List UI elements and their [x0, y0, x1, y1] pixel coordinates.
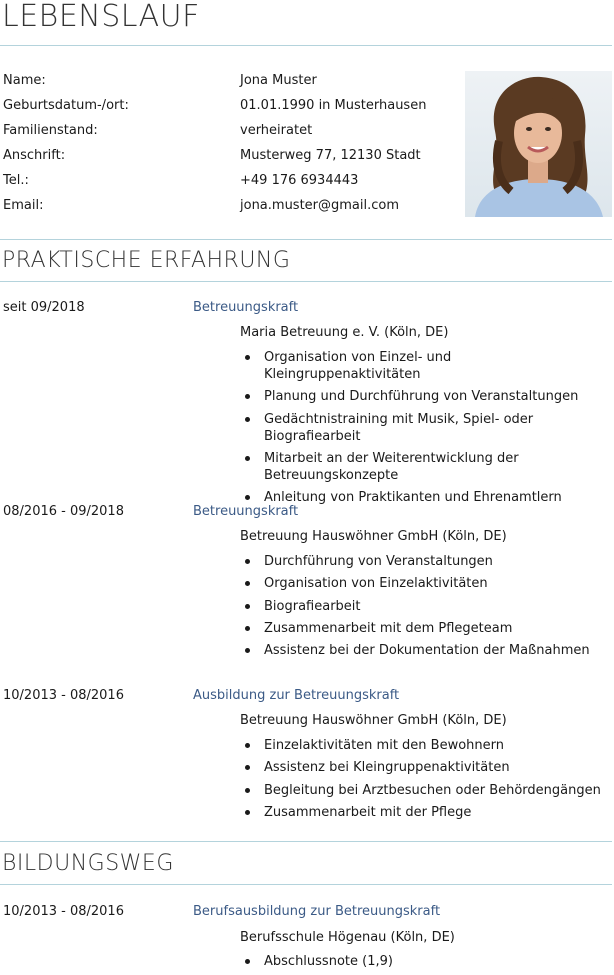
entry-role: Berufsausbildung zur Betreuungskraft: [193, 904, 441, 919]
label-address: Anschrift:: [3, 148, 66, 163]
entry-organization: Betreuung Hauswöhner GmbH (Köln, DE): [240, 529, 507, 544]
entry-role: Betreuungskraft: [193, 300, 299, 315]
value-address: Musterweg 77, 12130 Stadt: [240, 148, 421, 163]
list-item: Begleitung bei Arztbesuchen oder Behördengängen: [240, 782, 610, 799]
list-item: Assistenz bei der Dokumentation der Maßnahmen: [240, 642, 610, 659]
list-item: Einzelaktivitäten mit den Bewohnern: [240, 737, 610, 754]
list-item: Biografiearbeit: [240, 598, 610, 615]
list-item: Organisation von Einzel- und Kleingruppenaktivitäten: [240, 349, 610, 383]
label-name: Name:: [3, 73, 46, 88]
value-birth: 01.01.1990 in Musterhausen: [240, 98, 427, 113]
value-phone: +49 176 6934443: [240, 173, 359, 188]
list-item: Zusammenarbeit mit der Pflege: [240, 804, 610, 821]
divider: [0, 281, 612, 282]
section-title-education: BILDUNGSWEG: [2, 851, 174, 876]
value-name: Jona Muster: [240, 73, 317, 88]
list-item: Assistenz bei Kleingruppenaktivitäten: [240, 759, 610, 776]
section-title-experience: PRAKTISCHE ERFAHRUNG: [2, 248, 291, 273]
value-marital-status: verheiratet: [240, 123, 313, 138]
entry-organization: Maria Betreuung e. V. (Köln, DE): [240, 325, 449, 340]
divider: [0, 841, 612, 842]
divider: [0, 884, 612, 885]
list-item: Anleitung von Praktikanten und Ehrenamtlern: [240, 489, 610, 506]
entry-bullet-list: [240, 737, 610, 826]
label-email: Email:: [3, 198, 44, 213]
entry-role: Ausbildung zur Betreuungskraft: [193, 688, 400, 703]
entry-bullet-list: [240, 349, 610, 511]
portrait-photo-icon: [465, 71, 612, 217]
list-item: Abschlussnote (1,9): [240, 953, 610, 970]
entry-bullet-list: [240, 953, 610, 975]
entry-organization: Betreuung Hauswöhner GmbH (Köln, DE): [240, 713, 507, 728]
portrait-photo: [465, 71, 612, 217]
list-item: Mitarbeit an der Weiterentwicklung der Betreuungskonzepte: [240, 450, 564, 484]
list-item: Zusammenarbeit mit dem Pflegeteam: [240, 620, 610, 637]
entry-bullet-list: [240, 553, 610, 664]
entry-role: Betreuungskraft: [193, 504, 299, 519]
list-item: Gedächtnistraining mit Musik, Spiel- oder Biografiearbeit: [240, 411, 610, 445]
entry-date: seit 09/2018: [3, 300, 85, 315]
label-phone: Tel.:: [3, 173, 29, 188]
entry-date: 10/2013 - 08/2016: [3, 688, 124, 703]
entry-date: 10/2013 - 08/2016: [3, 904, 124, 919]
label-marital-status: Familienstand:: [3, 123, 98, 138]
entry-date: 08/2016 - 09/2018: [3, 504, 124, 519]
value-email: jona.muster@gmail.com: [240, 198, 400, 213]
label-birth: Geburtsdatum-/ort:: [3, 98, 129, 113]
list-item: Durchführung von Veranstaltungen: [240, 553, 610, 570]
list-item: Organisation von Einzelaktivitäten: [240, 575, 610, 592]
page-title: LEBENSLAUF: [2, 0, 200, 34]
entry-organization: Berufsschule Högenau (Köln, DE): [240, 930, 455, 945]
divider: [0, 239, 612, 240]
divider: [0, 45, 612, 46]
list-item: Planung und Durchführung von Veranstaltungen: [240, 388, 610, 405]
